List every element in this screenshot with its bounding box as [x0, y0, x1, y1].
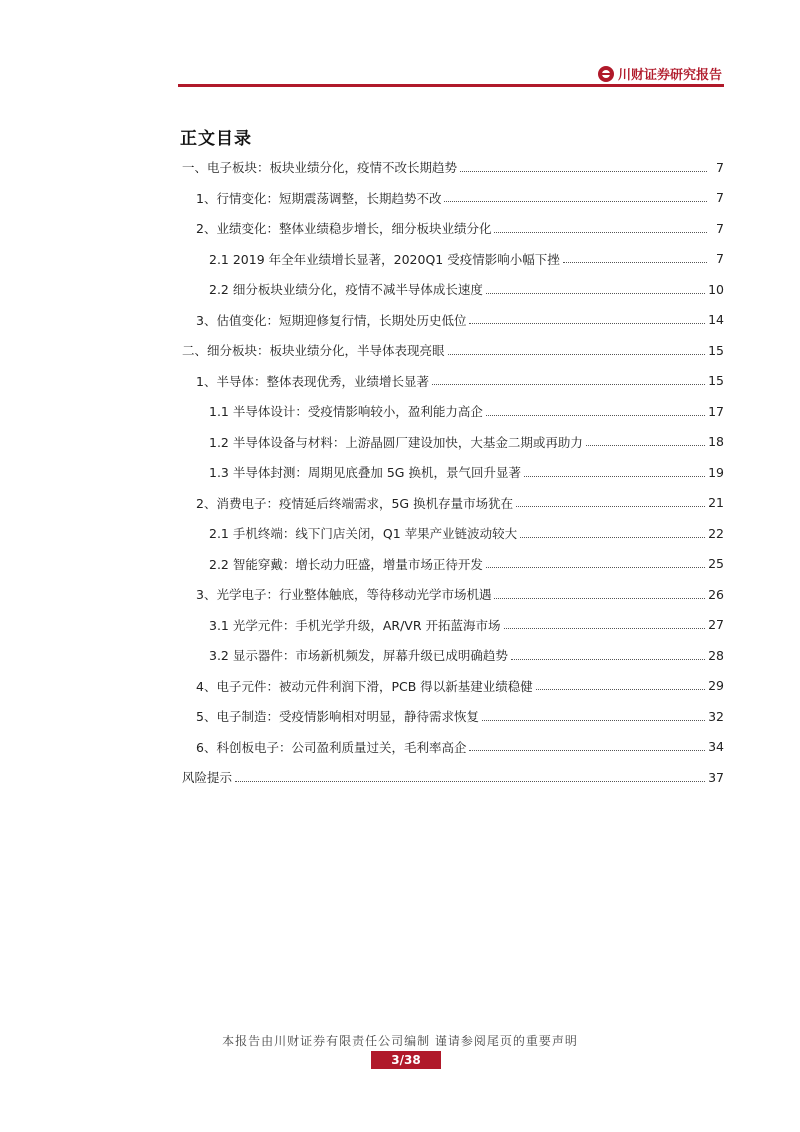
- toc-entry-page: 7: [716, 251, 724, 267]
- toc-entry-label: 1.2 半导体设备与材料：上游晶圆厂建设加快，大基金二期或再助力: [209, 434, 583, 450]
- page-number-badge: 3/38: [371, 1051, 441, 1069]
- toc-leader-dots: [444, 201, 707, 202]
- toc-leader-dots: [482, 720, 705, 721]
- toc-entry-page: 22: [708, 525, 724, 541]
- toc-leader-dots: [504, 628, 706, 629]
- toc-entry-label: 4、电子元件：被动元件利润下滑，PCB 得以新基建业绩稳健: [196, 678, 533, 694]
- toc-entry-page: 29: [708, 678, 724, 694]
- toc-entry-label: 2、业绩变化：整体业绩稳步增长，细分板块业绩分化: [196, 221, 492, 237]
- toc-leader-dots: [563, 262, 707, 263]
- toc-entry-page: 34: [708, 739, 724, 755]
- toc-entry[interactable]: [182, 427, 724, 458]
- toc-entry-page: 28: [708, 647, 724, 663]
- toc-entry-label: 1、行情变化：短期震荡调整，长期趋势不改: [196, 190, 442, 206]
- toc-entry[interactable]: [182, 274, 724, 305]
- toc-leader-dots: [486, 415, 705, 416]
- toc-entry[interactable]: [182, 762, 724, 793]
- toc-entry-label: 1.1 半导体设计：受疫情影响较小，盈利能力高企: [209, 404, 483, 420]
- toc-entry[interactable]: [182, 213, 724, 244]
- toc-entry-page: 7: [716, 220, 724, 236]
- toc-entry[interactable]: [182, 701, 724, 732]
- toc-entry-label: 3、估值变化：短期迎修复行情，长期处历史低位: [196, 312, 467, 328]
- toc-leader-dots: [511, 659, 705, 660]
- toc-entry-label: 1.3 半导体封测：周期见底叠加 5G 换机，景气回升显著: [209, 465, 521, 481]
- toc-entry-page: 25: [708, 556, 724, 572]
- toc-entry-label: 一、电子板块：板块业绩分化，疫情不改长期趋势: [182, 160, 458, 176]
- toc-entry-page: 10: [708, 281, 724, 297]
- toc-entry-page: 21: [708, 495, 724, 511]
- toc-leader-dots: [524, 476, 705, 477]
- toc-entry[interactable]: [182, 335, 724, 366]
- toc-entry-page: 7: [716, 190, 724, 206]
- toc-entry-label: 3.2 显示器件：市场新机频发，屏幕升级已成明确趋势: [209, 648, 508, 664]
- toc-entry-page: 14: [708, 312, 724, 328]
- toc-entry[interactable]: [182, 518, 724, 549]
- toc-entry[interactable]: [182, 640, 724, 671]
- table-of-contents: [182, 152, 724, 793]
- toc-entry[interactable]: [182, 244, 724, 275]
- toc-leader-dots: [448, 354, 706, 355]
- toc-leader-dots: [536, 689, 705, 690]
- toc-entry-label: 3.1 光学元件：手机光学升级，AR/VR 开拓蓝海市场: [209, 617, 501, 633]
- toc-leader-dots: [494, 598, 705, 599]
- toc-leader-dots: [486, 567, 705, 568]
- header-divider: [178, 84, 724, 87]
- toc-entry[interactable]: [182, 579, 724, 610]
- toc-entry[interactable]: [182, 366, 724, 397]
- toc-entry-page: 26: [708, 586, 724, 602]
- toc-entry-label: 2.2 智能穿戴：增长动力旺盛，增量市场正待开发: [209, 556, 483, 572]
- toc-entry-page: 7: [716, 159, 724, 175]
- toc-title: 正文目录: [180, 129, 252, 149]
- toc-entry-label: 2.1 手机终端：线下门店关闭，Q1 苹果产业链波动较大: [209, 526, 518, 542]
- toc-entry-page: 19: [708, 464, 724, 480]
- toc-leader-dots: [432, 384, 705, 385]
- toc-leader-dots: [486, 293, 705, 294]
- toc-entry-label: 3、光学电子：行业整体触底，等待移动光学市场机遇: [196, 587, 492, 603]
- toc-entry[interactable]: [182, 488, 724, 519]
- toc-leader-dots: [235, 781, 705, 782]
- toc-entry-page: 37: [708, 769, 724, 785]
- toc-leader-dots: [586, 445, 705, 446]
- toc-leader-dots: [460, 171, 707, 172]
- toc-entry-page: 18: [708, 434, 724, 450]
- toc-leader-dots: [469, 323, 705, 324]
- chuancai-logo-icon: [598, 66, 614, 82]
- toc-leader-dots: [516, 506, 705, 507]
- toc-leader-dots: [469, 750, 705, 751]
- toc-entry[interactable]: [182, 732, 724, 763]
- toc-entry[interactable]: [182, 610, 724, 641]
- footer-disclaimer: 本报告由川财证券有限责任公司编制 谨请参阅尾页的重要声明: [222, 1034, 578, 1048]
- toc-entry-page: 27: [708, 617, 724, 633]
- toc-entry[interactable]: [182, 671, 724, 702]
- toc-entry-label: 2、消费电子：疫情延后终端需求，5G 换机存量市场犹在: [196, 495, 514, 511]
- toc-entry[interactable]: [182, 396, 724, 427]
- brand-name: 川财证券研究报告: [617, 68, 722, 83]
- toc-entry-label: 5、电子制造：受疫情影响相对明显，静待需求恢复: [196, 709, 479, 725]
- toc-entry-page: 32: [708, 708, 724, 724]
- toc-leader-dots: [520, 537, 705, 538]
- toc-entry[interactable]: [182, 457, 724, 488]
- toc-entry[interactable]: [182, 183, 724, 214]
- toc-entry-page: 15: [708, 342, 724, 358]
- toc-entry[interactable]: [182, 305, 724, 336]
- toc-entry-label: 风险提示: [182, 770, 233, 786]
- toc-leader-dots: [494, 232, 707, 233]
- toc-entry-label: 二、细分板块：板块业绩分化，半导体表现亮眼: [182, 343, 445, 359]
- toc-entry-page: 17: [708, 403, 724, 419]
- toc-entry-label: 6、科创板电子：公司盈利质量过关，毛利率高企: [196, 739, 467, 755]
- toc-entry-page: 15: [708, 373, 724, 389]
- report-brand-header: [598, 64, 722, 83]
- toc-entry-label: 1、半导体：整体表现优秀，业绩增长显著: [196, 373, 429, 389]
- toc-entry[interactable]: [182, 152, 724, 183]
- toc-entry[interactable]: [182, 549, 724, 580]
- toc-entry-label: 2.2 细分板块业绩分化，疫情不减半导体成长速度: [209, 282, 483, 298]
- toc-entry-label: 2.1 2019 年全年业绩增长显著，2020Q1 受疫情影响小幅下挫: [209, 251, 560, 267]
